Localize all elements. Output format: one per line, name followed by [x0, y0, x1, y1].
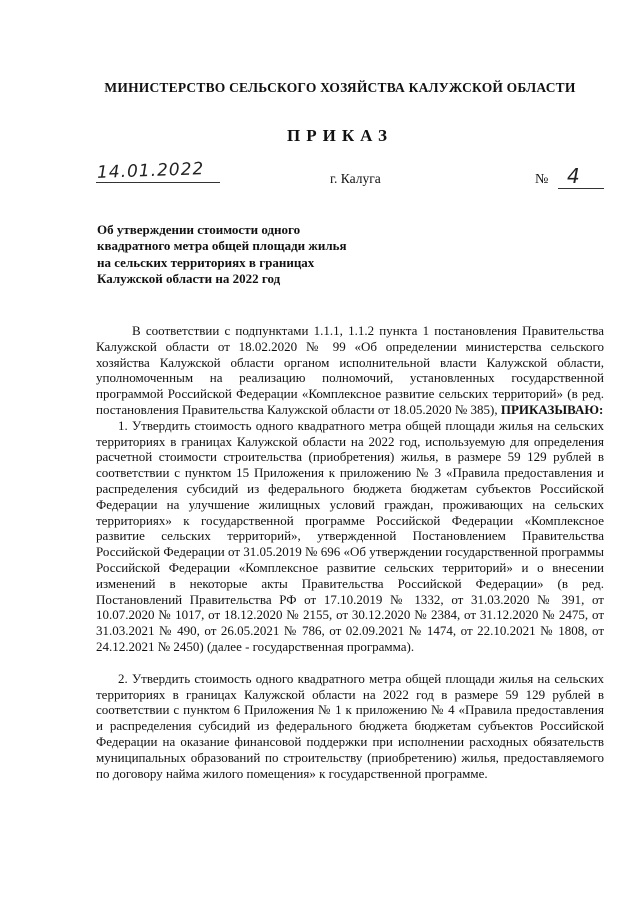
preamble-text: В соответствии с подпунктами 1.1.1, 1.1.2 пункта 1 постановления Правительства Калужской области от 18.02.2020 № 99 «Об определении министерства сельского хозяйства Калужской области органом исполнительной власти Калужской области, уполномоченным на реализацию полномочий, установленных государственной программой Российской Федерации «Комплексное развитие сельских территорий» (в ред. постановления Правительства Калужской области от 18.05.2020 № 385),: [96, 323, 604, 417]
order-body: [96, 323, 604, 781]
order-subject: Об утверждении стоимости одного квадратного метра общей площади жилья на сельских территориях в границах Калужской области на 2022 год: [97, 222, 347, 287]
handwritten-number: 4: [567, 164, 580, 188]
preamble-paragraph: [96, 323, 604, 418]
city: г. Калуга: [330, 171, 381, 186]
ministry-name: МИНИСТЕРСТВО СЕЛЬСКОГО ХОЗЯЙСТВА КАЛУЖСКОЙ ОБЛАСТИ: [104, 80, 576, 95]
order-item-1: 1. Утвердить стоимость одного квадратного метра общей площади жилья на сельских территориях в границах Калужской области на 2022 год, используемую для определения расчетной стоимости строительства (приобретения) жилья, в размере 59 129 рублей в соответствии с пунктом 15 Приложения к приложению № 3 «Правила предоставления и распределения субсидий из федерального бюджета бюджетам субъектов Российской Федерации на улучшение жилищных условий граждан, проживающих на сельских территориях» к государственной программе Российской Федерации «Комплексное развитие сельских территорий», утвержденной Постановлением Правительства Российской Федерации от 31.05.2019 № 696 «Об утверждении государственной программы Российской Федерации «Комплексное развитие сельских территорий» и о внесении изменений в некоторые акты Правительства Российской Федерации» (в ред. Постановлений Правительства РФ от 17.10.2019 № 1332, от 31.03.2020 № 391, от 10.07.2020 № 1017, от 18.12.2020 № 2155, от 30.12.2020 № 2384, от 31.12.2020 № 2475, от 31.03.2021 № 490, от 26.05.2021 № 786, от 02.09.2021 № 1474, от 22.10.2021 № 1808, от 24.12.2021 № 2450) (далее - государственная программа).: [96, 417, 604, 654]
handwritten-date: 14.01.2022: [96, 159, 205, 183]
number-sign: №: [535, 172, 549, 187]
date-underline: [96, 182, 220, 183]
document-type: ПРИКАЗ: [287, 126, 393, 145]
number-underline: [558, 188, 604, 189]
order-item-2: 2. Утвердить стоимость одного квадратного метра общей площади жилья на сельских территориях в границах Калужской области на 2022 год в размере 59 129 рублей в соответствии с пунктом 6 Приложения № 1 к приложению № 4 «Правила предоставления и распределения субсидий из федерального бюджета бюджетам субъектов Российской Федерации на оказание финансовой поддержки при исполнении расходных обязательств муниципальных образований по строительству (приобретению) жилья, предоставляемого по договору найма жилого помещения» к государственной программе.: [96, 670, 604, 781]
decree-word: ПРИКАЗЫВАЮ:: [500, 401, 604, 417]
